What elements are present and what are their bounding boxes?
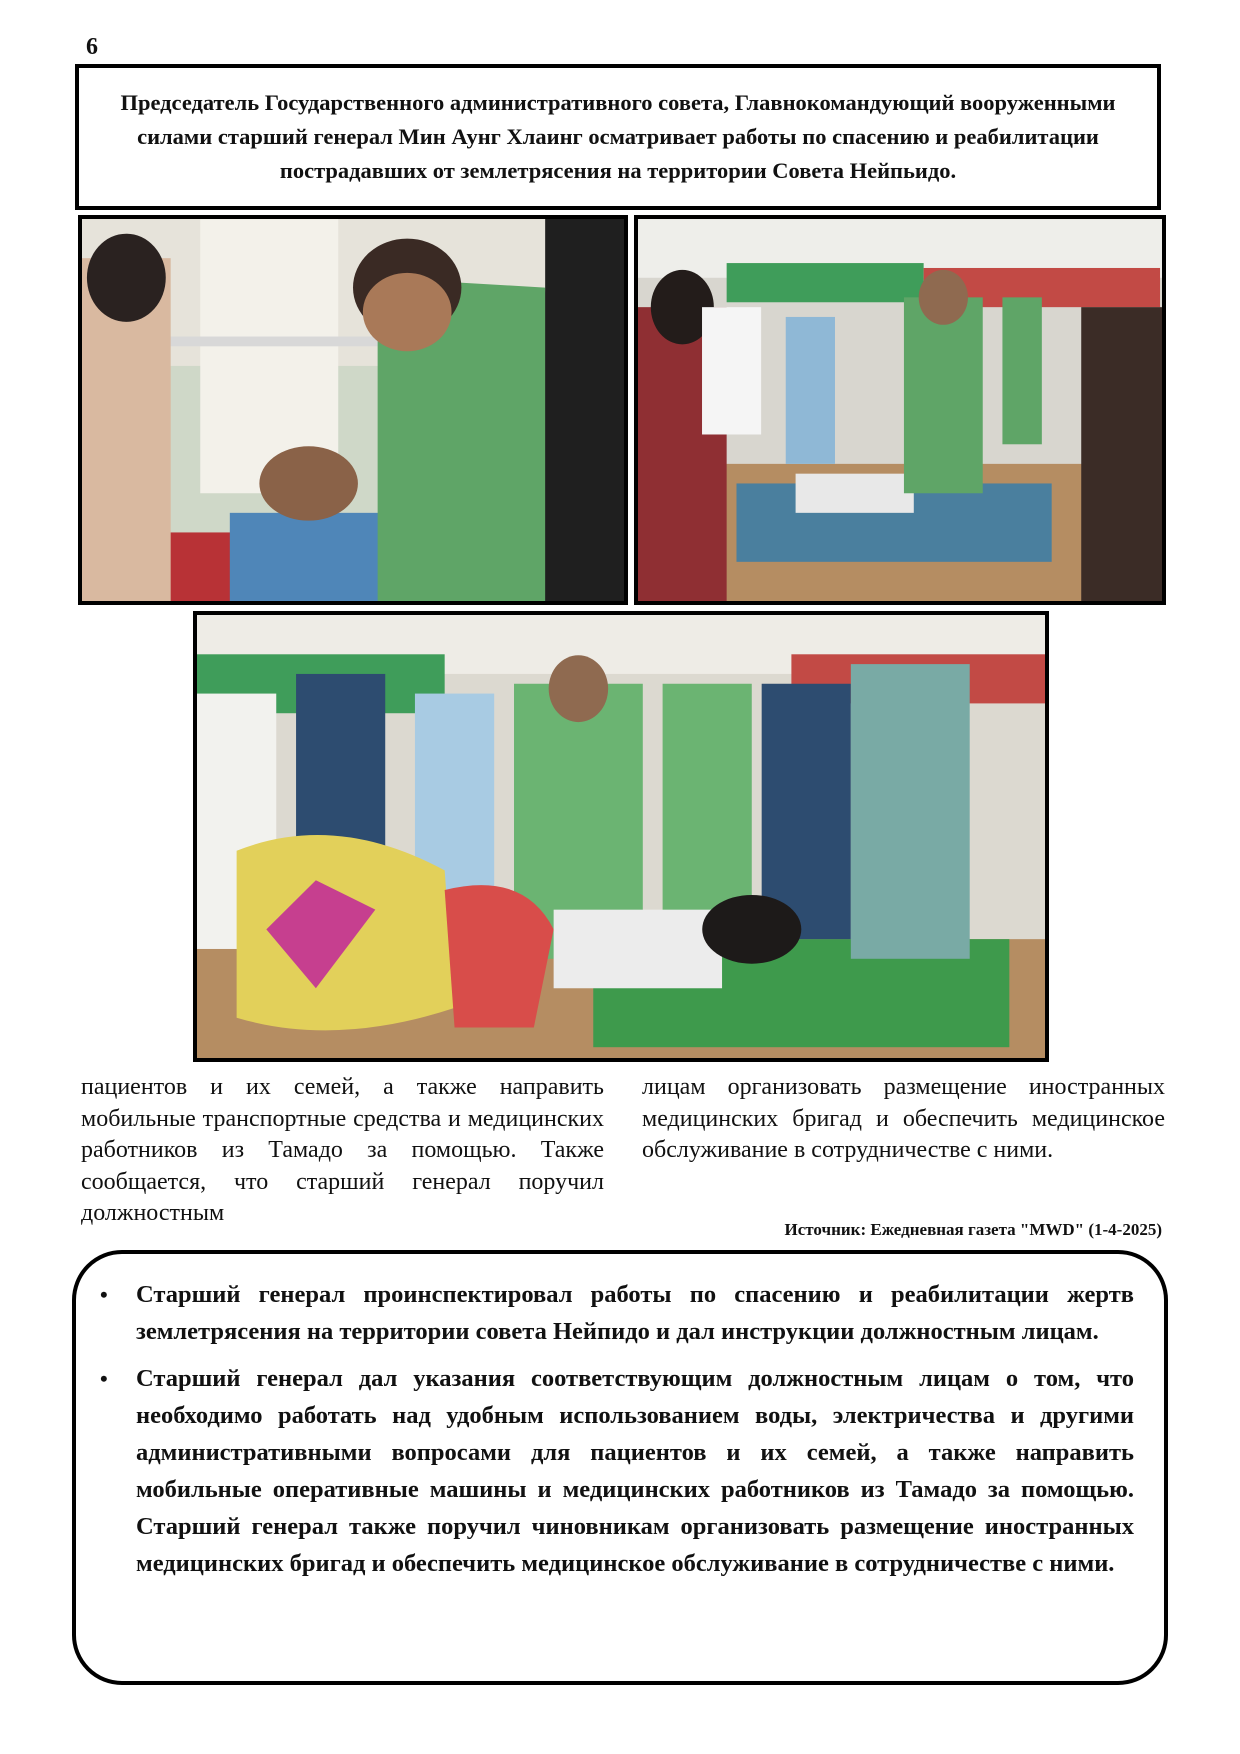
summary-item: [100, 1276, 1134, 1350]
summary-item-text: Старший генерал дал указания соответствующим должностным лицам о том, что необходимо работать над удобным использованием воды, электричества и другими административными вопросами для пациентов и их семей, а также направить мобильные оперативные машины и медицинских работников из Тамадо за помощью. Старший генерал также поручил чиновникам организовать размещение иностранных медицинских бригад и обеспечить медицинское обслуживание в сотрудничестве с ними.: [136, 1365, 1134, 1577]
page-number: 6: [86, 34, 98, 60]
summary-item: [100, 1360, 1134, 1582]
bullet-icon: •: [100, 1282, 108, 1307]
photo-inspection-in-sports-hall: [634, 215, 1166, 605]
article-column-left: пациентов и их семей, а также направить мобильные транспортные средства и медицинских работников из Тамадо за помощью. Также сообщается, что старший генерал поручил должностным: [81, 1074, 604, 1226]
summary-item-text: Старший генерал проинспектировал работы по спасению и реабилитации жертв землетрясения на территории совета Нейпидо и дал инструкции должностным лицам.: [136, 1281, 1134, 1345]
summary-list: [100, 1276, 1134, 1582]
header-caption: Председатель Государственного административного совета, Главнокомандующий вооруженными силами старший генерал Мин Аунг Хлаинг осматривает работы по спасению и реабилитации пострадавших от землетрясения на территории Совета Нейпьидо.: [120, 90, 1116, 183]
article-column-right: лицам организовать размещение иностранных медицинских бригад и обеспечить медицинское обслуживание в сотрудничестве с ними.: [642, 1074, 1165, 1163]
photo-2-illustration: [638, 219, 1162, 601]
source-credit: Источник: Ежедневная газета "MWD" (1-4-2025): [784, 1220, 1162, 1239]
photo-officials-at-patient-bed: [193, 611, 1049, 1062]
header-caption-box: [75, 64, 1161, 210]
photo-senior-general-visiting-patient: [78, 215, 628, 605]
summary-box: [72, 1250, 1168, 1685]
photo-1-illustration: [82, 219, 624, 601]
photo-3-illustration: [197, 615, 1045, 1058]
bullet-icon: •: [100, 1366, 108, 1391]
